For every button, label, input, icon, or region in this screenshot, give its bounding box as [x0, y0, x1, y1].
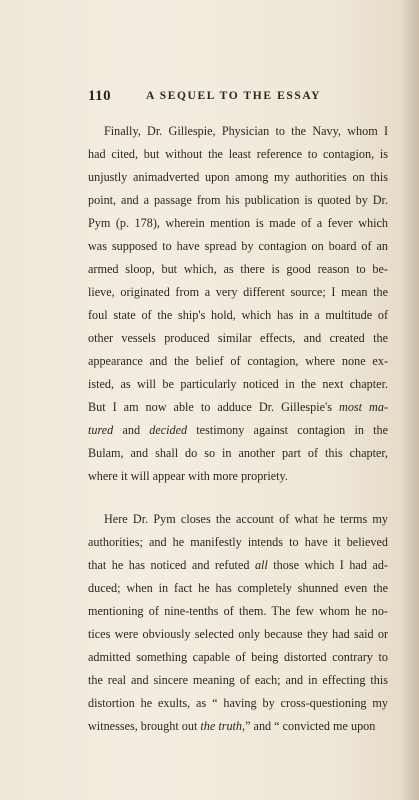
text-line: [88, 600, 388, 623]
text-run: the real and sincere meaning of each; and in effecting this: [88, 673, 388, 687]
text-run: Pym (p. 178), wherein mention is made of a fever which: [88, 216, 388, 230]
italic-text: tured: [88, 423, 114, 437]
text-line: [88, 692, 388, 715]
text-run: was supposed to have spread by contagion on board of an: [88, 239, 388, 253]
italic-text: all: [254, 558, 268, 572]
text-run: other vessels produced similar effects, and created the: [88, 331, 388, 345]
text-line: [88, 465, 388, 488]
text-line: [88, 646, 388, 669]
text-line: [88, 373, 388, 396]
text-line: [88, 531, 388, 554]
text-run: unjustly animadverted upon among my authorities on this: [88, 170, 388, 184]
text-line: [88, 396, 388, 419]
text-line: [88, 623, 388, 646]
text-run: witnesses, brought out: [88, 719, 201, 733]
text-run: ” and “ convicted me upon: [245, 719, 376, 733]
text-run: authorities; and he manifestly intends to have it believed: [88, 535, 388, 549]
italic-text: decided: [149, 423, 188, 437]
text-run: where it will appear with more propriety.: [88, 469, 288, 483]
text-run: Finally, Dr. Gillespie, Physician to the Navy, whom I: [104, 124, 388, 138]
body-text: [88, 120, 388, 738]
italic-text: the truth,: [200, 719, 246, 733]
text-run: isted, as will be particularly noticed in the next chapter.: [88, 377, 388, 391]
text-line: [88, 327, 388, 350]
text-run: Here Dr. Pym closes the account of what he terms my: [104, 512, 388, 526]
running-title: A SEQUEL TO THE ESSAY: [146, 90, 322, 102]
text-line: [88, 419, 388, 442]
text-run: distortion he exults, as “ having by cross-questioning my: [88, 696, 388, 710]
text-run: lieve, originated from a very different source; I mean the: [88, 285, 388, 299]
text-run: Bulam, and shall do so in another part of this chapter,: [88, 446, 388, 460]
text-run: had cited, but without the least reference to contagion, is: [88, 147, 388, 161]
text-run: tices were obviously selected only because they had said or: [88, 627, 388, 641]
text-line: [88, 508, 388, 531]
text-line: [88, 577, 388, 600]
text-run: foul state of the ship's hold, which has in a multitude of: [88, 308, 388, 322]
text-line: [88, 669, 388, 692]
text-run: and: [113, 423, 150, 437]
page-number: 110: [88, 88, 112, 104]
text-run: duced; when in fact he has completely shunned even the: [88, 581, 388, 595]
paragraph: [88, 120, 388, 488]
text-run: appearance and the belief of contagion, where none ex-: [88, 354, 388, 368]
text-line: [88, 554, 388, 577]
text-line: [88, 304, 388, 327]
text-run: mentioning of nine-tenths of them. The few whom he no-: [88, 604, 388, 618]
text-run: testimony against contagion in the: [187, 423, 388, 437]
paragraph: [88, 508, 388, 738]
text-line: [88, 715, 388, 738]
text-line: [88, 189, 388, 212]
italic-text: most ma-: [339, 400, 388, 414]
text-line: [88, 350, 388, 373]
text-run: But I am now able to adduce Dr. Gillespie's: [88, 400, 340, 414]
text-line: [88, 281, 388, 304]
text-line: [88, 442, 388, 465]
text-run: admitted something capable of being distorted contrary to: [88, 650, 388, 664]
text-line: [88, 166, 388, 189]
text-run: armed sloop, but which, as there is good reason to be-: [88, 262, 388, 276]
text-line: [88, 235, 388, 258]
text-line: [88, 143, 388, 166]
text-line: [88, 212, 388, 235]
text-line: [88, 120, 388, 143]
running-head: [88, 88, 388, 108]
text-run: those which I had ad-: [267, 558, 388, 572]
text-run: point, and a passage from his publication is quoted by Dr.: [88, 193, 388, 207]
text-run: that he has noticed and refuted: [88, 558, 255, 572]
text-line: [88, 258, 388, 281]
